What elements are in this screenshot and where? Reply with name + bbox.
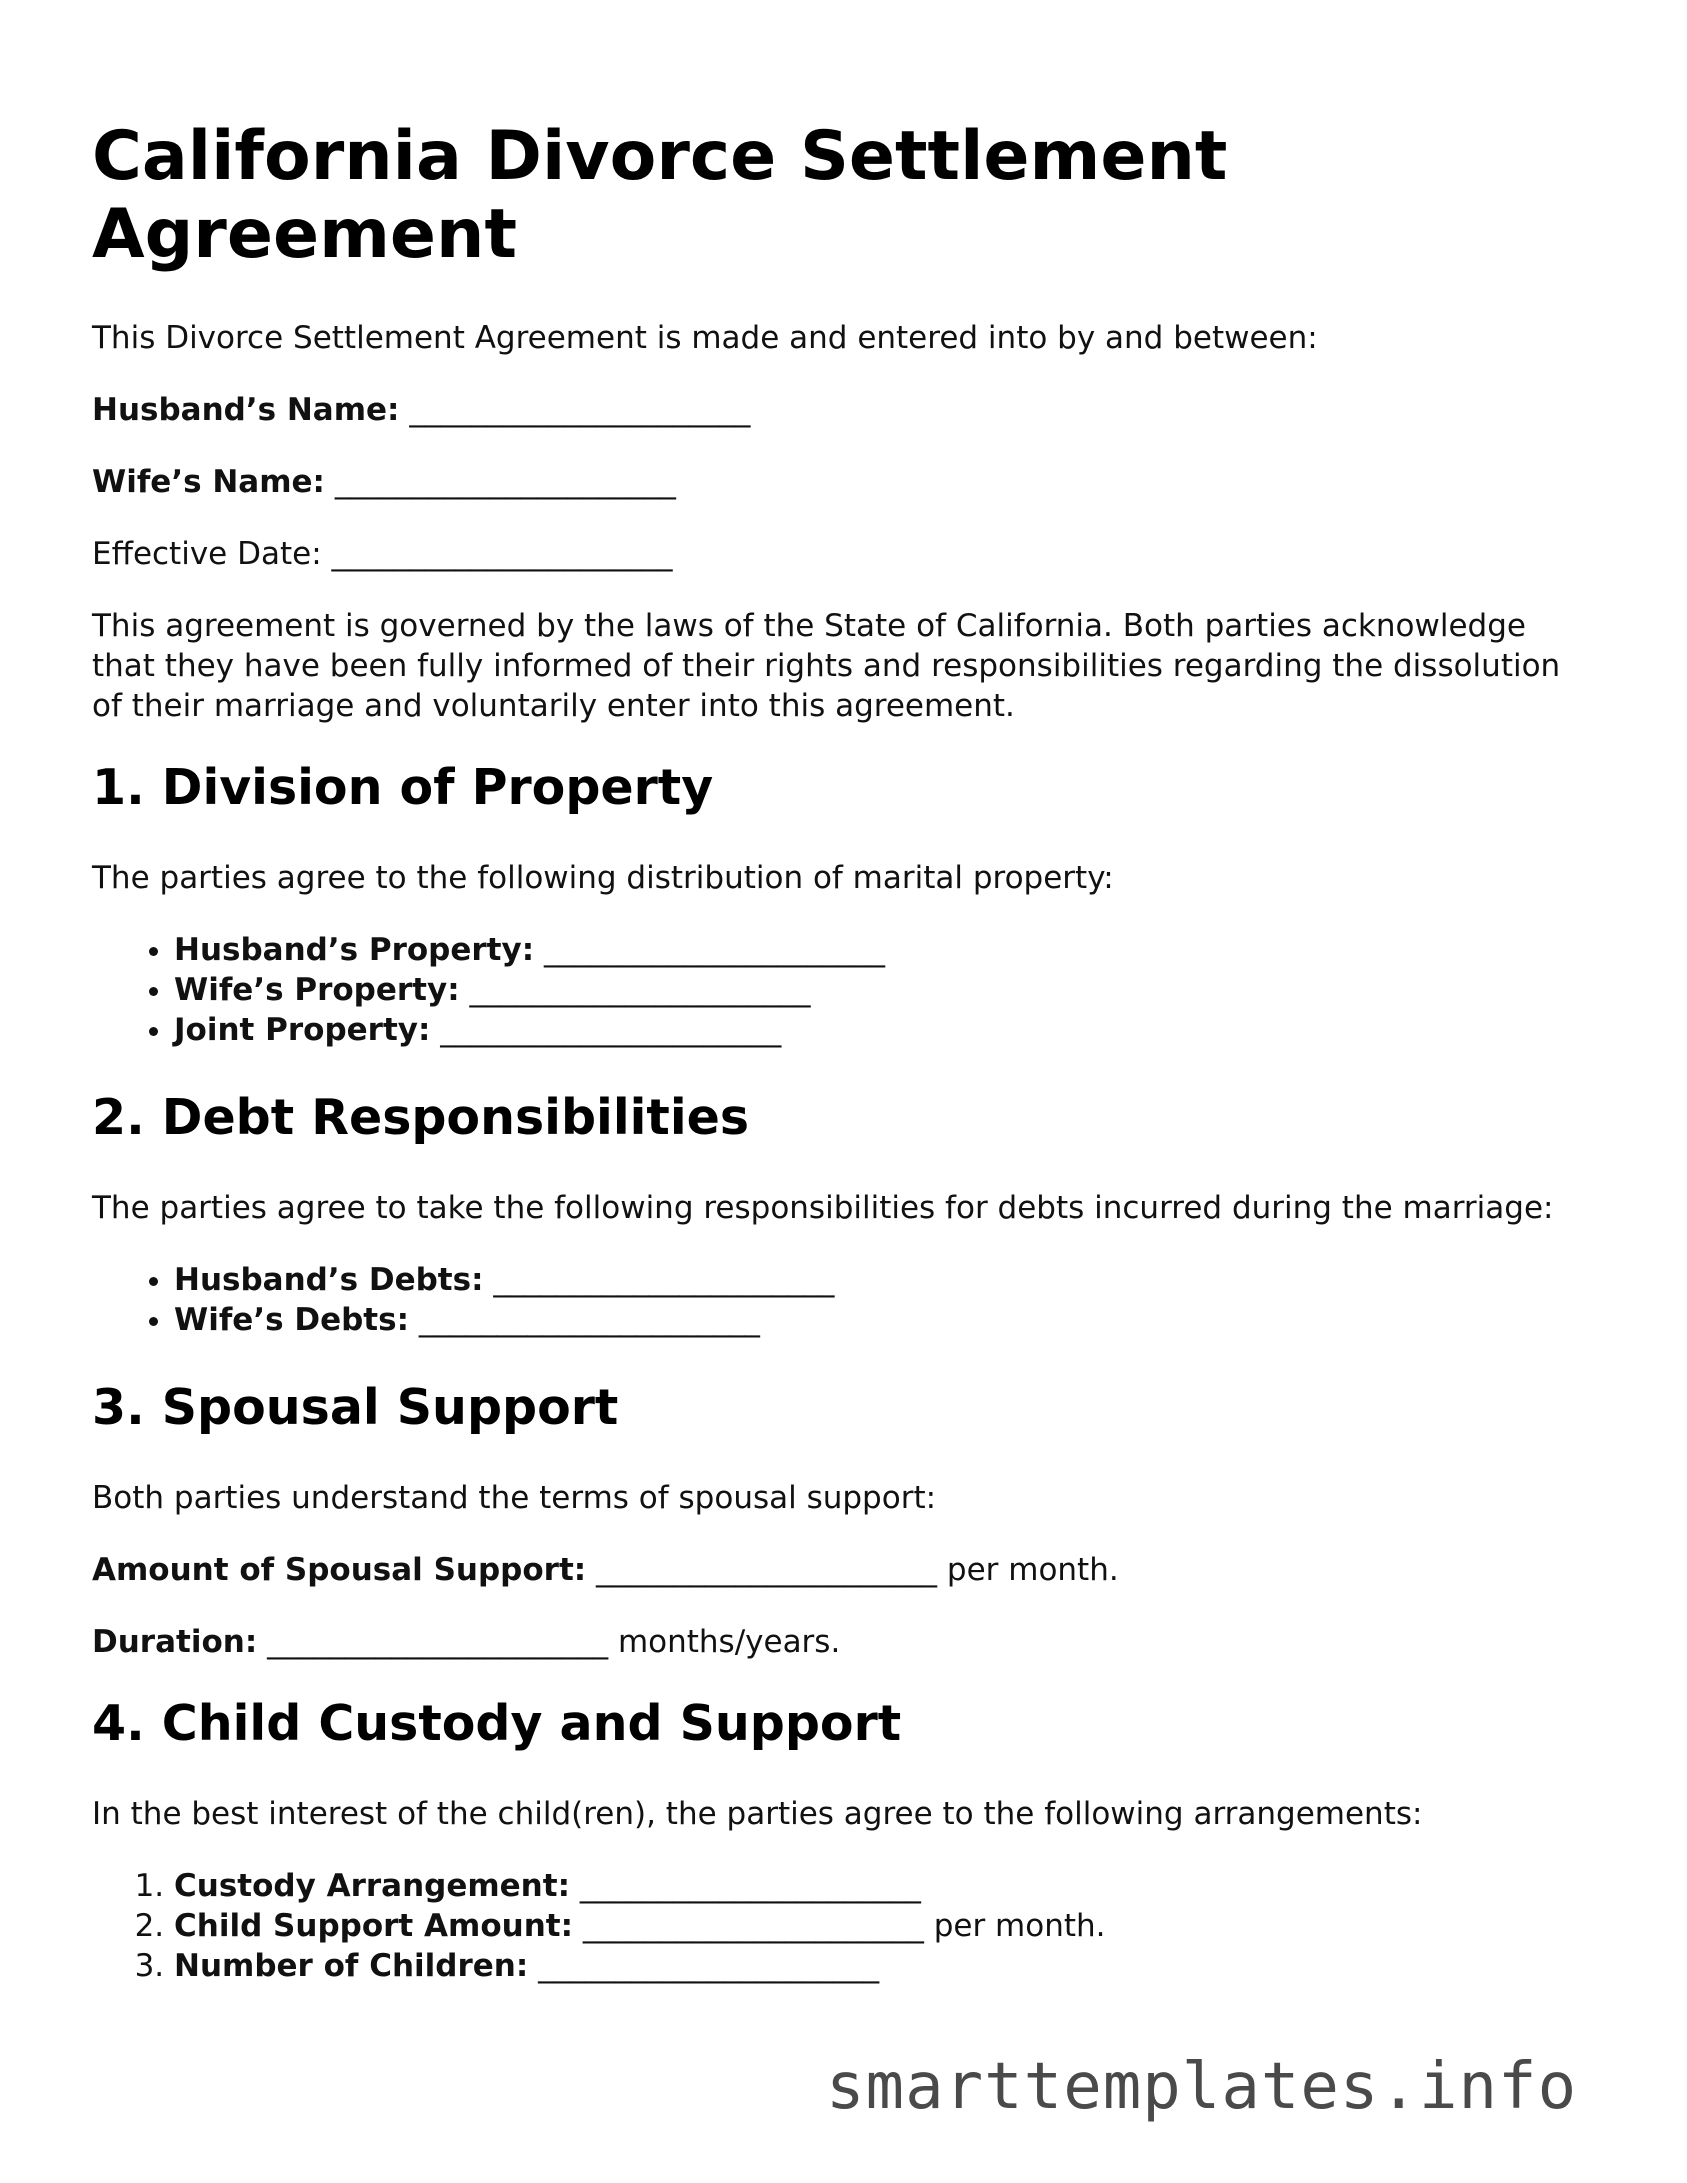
joint-property-blank[interactable]: ______________________ [440,1012,782,1048]
section-heading-property: 1. Division of Property [92,759,714,816]
debt-text: The parties agree to take the following responsibilities for debts incurred during the marriage: [92,1190,1554,1226]
list-item [174,1866,1592,1906]
wife-name-blank[interactable]: ______________________ [334,464,676,500]
joint-property-label: Joint Property: [174,1012,431,1048]
spousal-text: Both parties understand the terms of spousal support: [92,1480,937,1516]
list-item [174,1300,1592,1340]
husband-property-label: Husband’s Property: [174,932,535,968]
spousal-amount-field [92,1550,1592,1590]
effective-date-label: Effective Date: [92,536,322,572]
document-title: California Divorce Settlement Agreement [92,117,1228,274]
husband-name-field [92,390,1592,430]
child-support-blank[interactable]: ______________________ [582,1908,924,1944]
wife-property-blank[interactable]: ______________________ [469,972,811,1008]
list-item [174,930,1592,970]
wife-debts-blank[interactable]: ______________________ [418,1302,760,1338]
document-page [92,118,1592,2024]
section-heading-debt: 2. Debt Responsibilities [92,1089,750,1146]
custody-arrangement-blank[interactable]: ______________________ [579,1868,921,1904]
list-item [174,1260,1592,1300]
husband-name-label: Husband’s Name: [92,392,400,428]
spousal-amount-blank[interactable]: ______________________ [596,1552,938,1588]
custody-text: In the best interest of the child(ren), the parties agree to the following arrangements: [92,1796,1423,1832]
husband-debts-blank[interactable]: ______________________ [493,1262,835,1298]
wife-name-label: Wife’s Name: [92,464,325,500]
wife-name-field [92,462,1592,502]
list-item [174,970,1592,1010]
wife-debts-label: Wife’s Debts: [174,1302,409,1338]
child-support-suffix: per month. [933,1908,1106,1944]
spousal-amount-label: Amount of Spousal Support: [92,1552,587,1588]
husband-name-blank[interactable]: ______________________ [409,392,751,428]
intro-text: This Divorce Settlement Agreement is made and entered into by and between: [92,320,1318,356]
husband-debts-label: Husband’s Debts: [174,1262,484,1298]
section-heading-spousal: 3. Spousal Support [92,1379,619,1436]
list-item [174,1906,1592,1946]
wife-property-label: Wife’s Property: [174,972,460,1008]
effective-date-blank[interactable]: ______________________ [331,536,673,572]
effective-date-field [92,534,1592,574]
list-item [174,1946,1592,1986]
number-of-children-blank[interactable]: ______________________ [538,1948,880,1984]
governing-law-text: This agreement is governed by the laws of the State of California. Both parties acknowledge that they have been fully informed of their rights and responsibilities regarding the dissolution of their marriage and voluntarily enter into this agreement. [92,608,1561,724]
section-heading-custody: 4. Child Custody and Support [92,1695,902,1752]
spousal-duration-blank[interactable]: ______________________ [267,1624,609,1660]
debt-list [92,1260,1592,1340]
spousal-duration-field [92,1622,1592,1662]
watermark: smarttemplates.info [826,2050,1578,2124]
list-item [174,1010,1592,1050]
husband-property-blank[interactable]: ______________________ [543,932,885,968]
number-of-children-label: Number of Children: [174,1948,529,1984]
property-list [92,930,1592,1050]
property-text: The parties agree to the following distribution of marital property: [92,860,1114,896]
spousal-duration-suffix: months/years. [617,1624,841,1660]
custody-arrangement-label: Custody Arrangement: [174,1868,570,1904]
custody-list [92,1866,1592,1986]
child-support-label: Child Support Amount: [174,1908,573,1944]
spousal-amount-suffix: per month. [946,1552,1119,1588]
spousal-duration-label: Duration: [92,1624,258,1660]
